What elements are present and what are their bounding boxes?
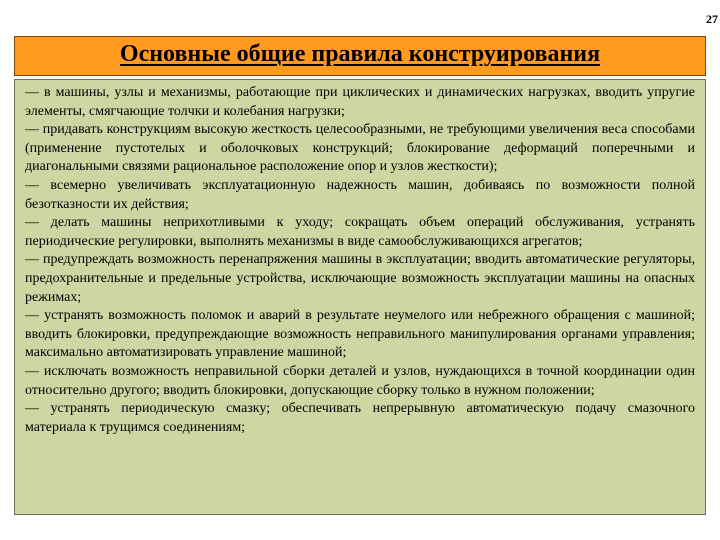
- rule-item: — предупреждать возможность перенапряжения машины в эксплуатации; вводить автоматические регуляторы, предохранительные и предельные устройства, исключающие возможность эксплуатации машины на опасных режимах;: [25, 252, 695, 305]
- rule-item: — всемерно увеличивать эксплуатационную надежность машин, добиваясь по возможности полной безотказности их действия;: [25, 177, 695, 212]
- page-number: 27: [706, 12, 718, 26]
- rule-item: — в машины, узлы и механизмы, работающие при циклических и динамических нагрузках, вводить упругие элементы, смягчающие толчки и колебания нагрузки;: [25, 85, 695, 119]
- rule-item: — исключать возможность неправильной сборки деталей и узлов, нуждающихся в точной координации один относительно другого; вводить блокировки, допускающие сборку только в нужном положении;: [25, 363, 695, 398]
- rule-item: — устранять периодическую смазку; обеспечивать непрерывную автоматическую подачу смазочного материала к трущимся соединениям;: [25, 401, 695, 435]
- rules-text-box: [14, 79, 706, 515]
- rule-item: — придавать конструкциям высокую жесткость целесообразными, не требующими увеличения веса способами (применение пустотелых и оболочковых конструкций; блокирование деформаций поперечными и диагональными связями рациональное расположение опор и узлов жесткости);: [25, 122, 695, 175]
- rule-item: — устранять возможность поломок и аварий в результате неумелого или небрежного обращения с машиной; вводить блокировки, предупреждающие возможность неправильного манипулирования органами управления; максимально автоматизировать управление машиной;: [25, 308, 695, 361]
- slide-title: Основные общие правила конструирования: [119, 41, 601, 67]
- rule-item: — делать машины неприхотливыми к уходу; сокращать объем операций обслуживания, устранять периодические регулировки, выполнять механизмы в виде самообслуживающихся агрегатов;: [25, 215, 695, 249]
- title-banner: [14, 36, 706, 76]
